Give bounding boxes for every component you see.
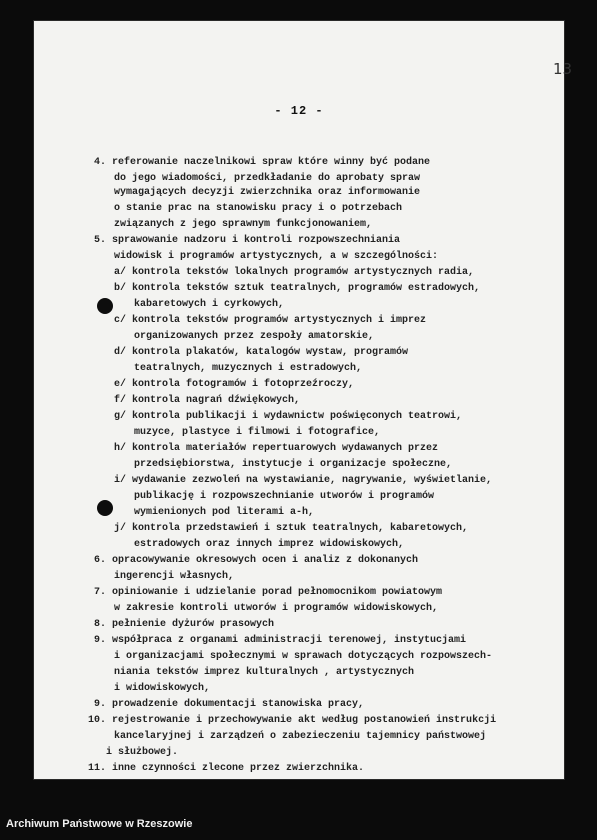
text-line: i/ wydawanie zezwoleń na wystawianie, nagrywanie, wyświetlanie, [114, 475, 493, 486]
text-line: 11. inne czynności zlecone przez zwierzchnika. [88, 763, 365, 774]
text-line: 7. opiniowanie i udzielanie porad pełnomocnikom powiatowym [94, 587, 443, 598]
text-line: w zakresie kontroli utworów i programów widowiskowych, [114, 603, 439, 614]
text-line: 5. sprawowanie nadzoru i kontroli rozpowszechniania [94, 235, 401, 246]
text-line: 8. pełnienie dyżurów prasowych [94, 619, 275, 630]
text-line: widowisk i programów artystycznych, a w szczególności: [114, 251, 439, 262]
text-line: organizowanych przez zespoły amatorskie, [134, 331, 375, 342]
text-line: e/ kontrola fotogramów i fotoprzeźroczy, [114, 379, 355, 390]
text-line: d/ kontrola plakatów, katalogów wystaw, programów [114, 347, 409, 358]
text-line: niania tekstów imprez kulturalnych , artystycznych [114, 667, 415, 678]
text-line: ingerencji własnych, [114, 571, 235, 582]
text-line: i widowiskowych, [114, 683, 211, 694]
text-line: kabaretowych i cyrkowych, [134, 299, 285, 310]
handwritten-page-mark: 13 [553, 60, 573, 78]
punch-hole-icon [97, 500, 113, 516]
text-line: publikację i rozpowszechnianie utworów i programów [134, 491, 435, 502]
text-line: teatralnych, muzycznych i estradowych, [134, 363, 363, 374]
text-line: i służbowej. [106, 747, 179, 758]
text-line: g/ kontrola publikacji i wydawnictw poświęconych teatrowi, [114, 411, 463, 422]
text-line: 9. współpraca z organami administracji terenowej, instytucjami [94, 635, 467, 646]
text-line: c/ kontrola tekstów programów artystycznych i imprez [114, 315, 427, 326]
text-line: 10. rejestrowanie i przechowywanie akt według postanowień instrukcji [88, 715, 497, 726]
text-line: wymagających decyzji zwierzchnika oraz informowanie [114, 187, 421, 198]
text-line: o stanie prac na stanowisku pracy i o potrzebach [114, 203, 403, 214]
text-line: do jego wiadomości, przedkładanie do aprobaty spraw [114, 173, 421, 184]
text-line: j/ kontrola przedstawień i sztuk teatralnych, kabaretowych, [114, 523, 469, 534]
text-line: h/ kontrola materiałów repertuarowych wydawanych przez [114, 443, 439, 454]
text-line: f/ kontrola nagrań dźwiękowych, [114, 395, 301, 406]
text-line: 6. opracowywanie okresowych ocen i analiz z dokonanych [94, 555, 419, 566]
document-page [33, 20, 573, 780]
punch-hole-icon [97, 298, 113, 314]
text-line: 9. prowadzenie dokumentacji stanowiska pracy, [94, 699, 365, 710]
text-line: muzyce, plastyce i filmowi i fotografice, [134, 427, 381, 438]
text-line: estradowych oraz innych imprez widowiskowych, [134, 539, 405, 550]
text-line: a/ kontrola tekstów lokalnych programów artystycznych radia, [114, 267, 475, 278]
text-line: b/ kontrola tekstów sztuk teatralnych, programów estradowych, [114, 283, 481, 294]
text-line: 4. referowanie naczelnikowi spraw które winny być podane [94, 157, 431, 168]
text-line: przedsiębiorstwa, instytucje i organizacje społeczne, [134, 459, 453, 470]
page-number: - 12 - [274, 104, 324, 118]
text-line: i organizacjami społecznymi w sprawach dotyczących rozpowszech- [114, 651, 493, 662]
archive-footer-label: Archiwum Państwowe w Rzeszowie [6, 818, 193, 830]
text-line: wymienionych pod literami a-h, [134, 507, 315, 518]
text-line: kancelaryjnej i zarządzeń o zabezieczeniu tajemnicy państwowej [114, 731, 487, 742]
text-line: związanych z jego sprawnym funkcjonowaniem, [114, 219, 373, 230]
